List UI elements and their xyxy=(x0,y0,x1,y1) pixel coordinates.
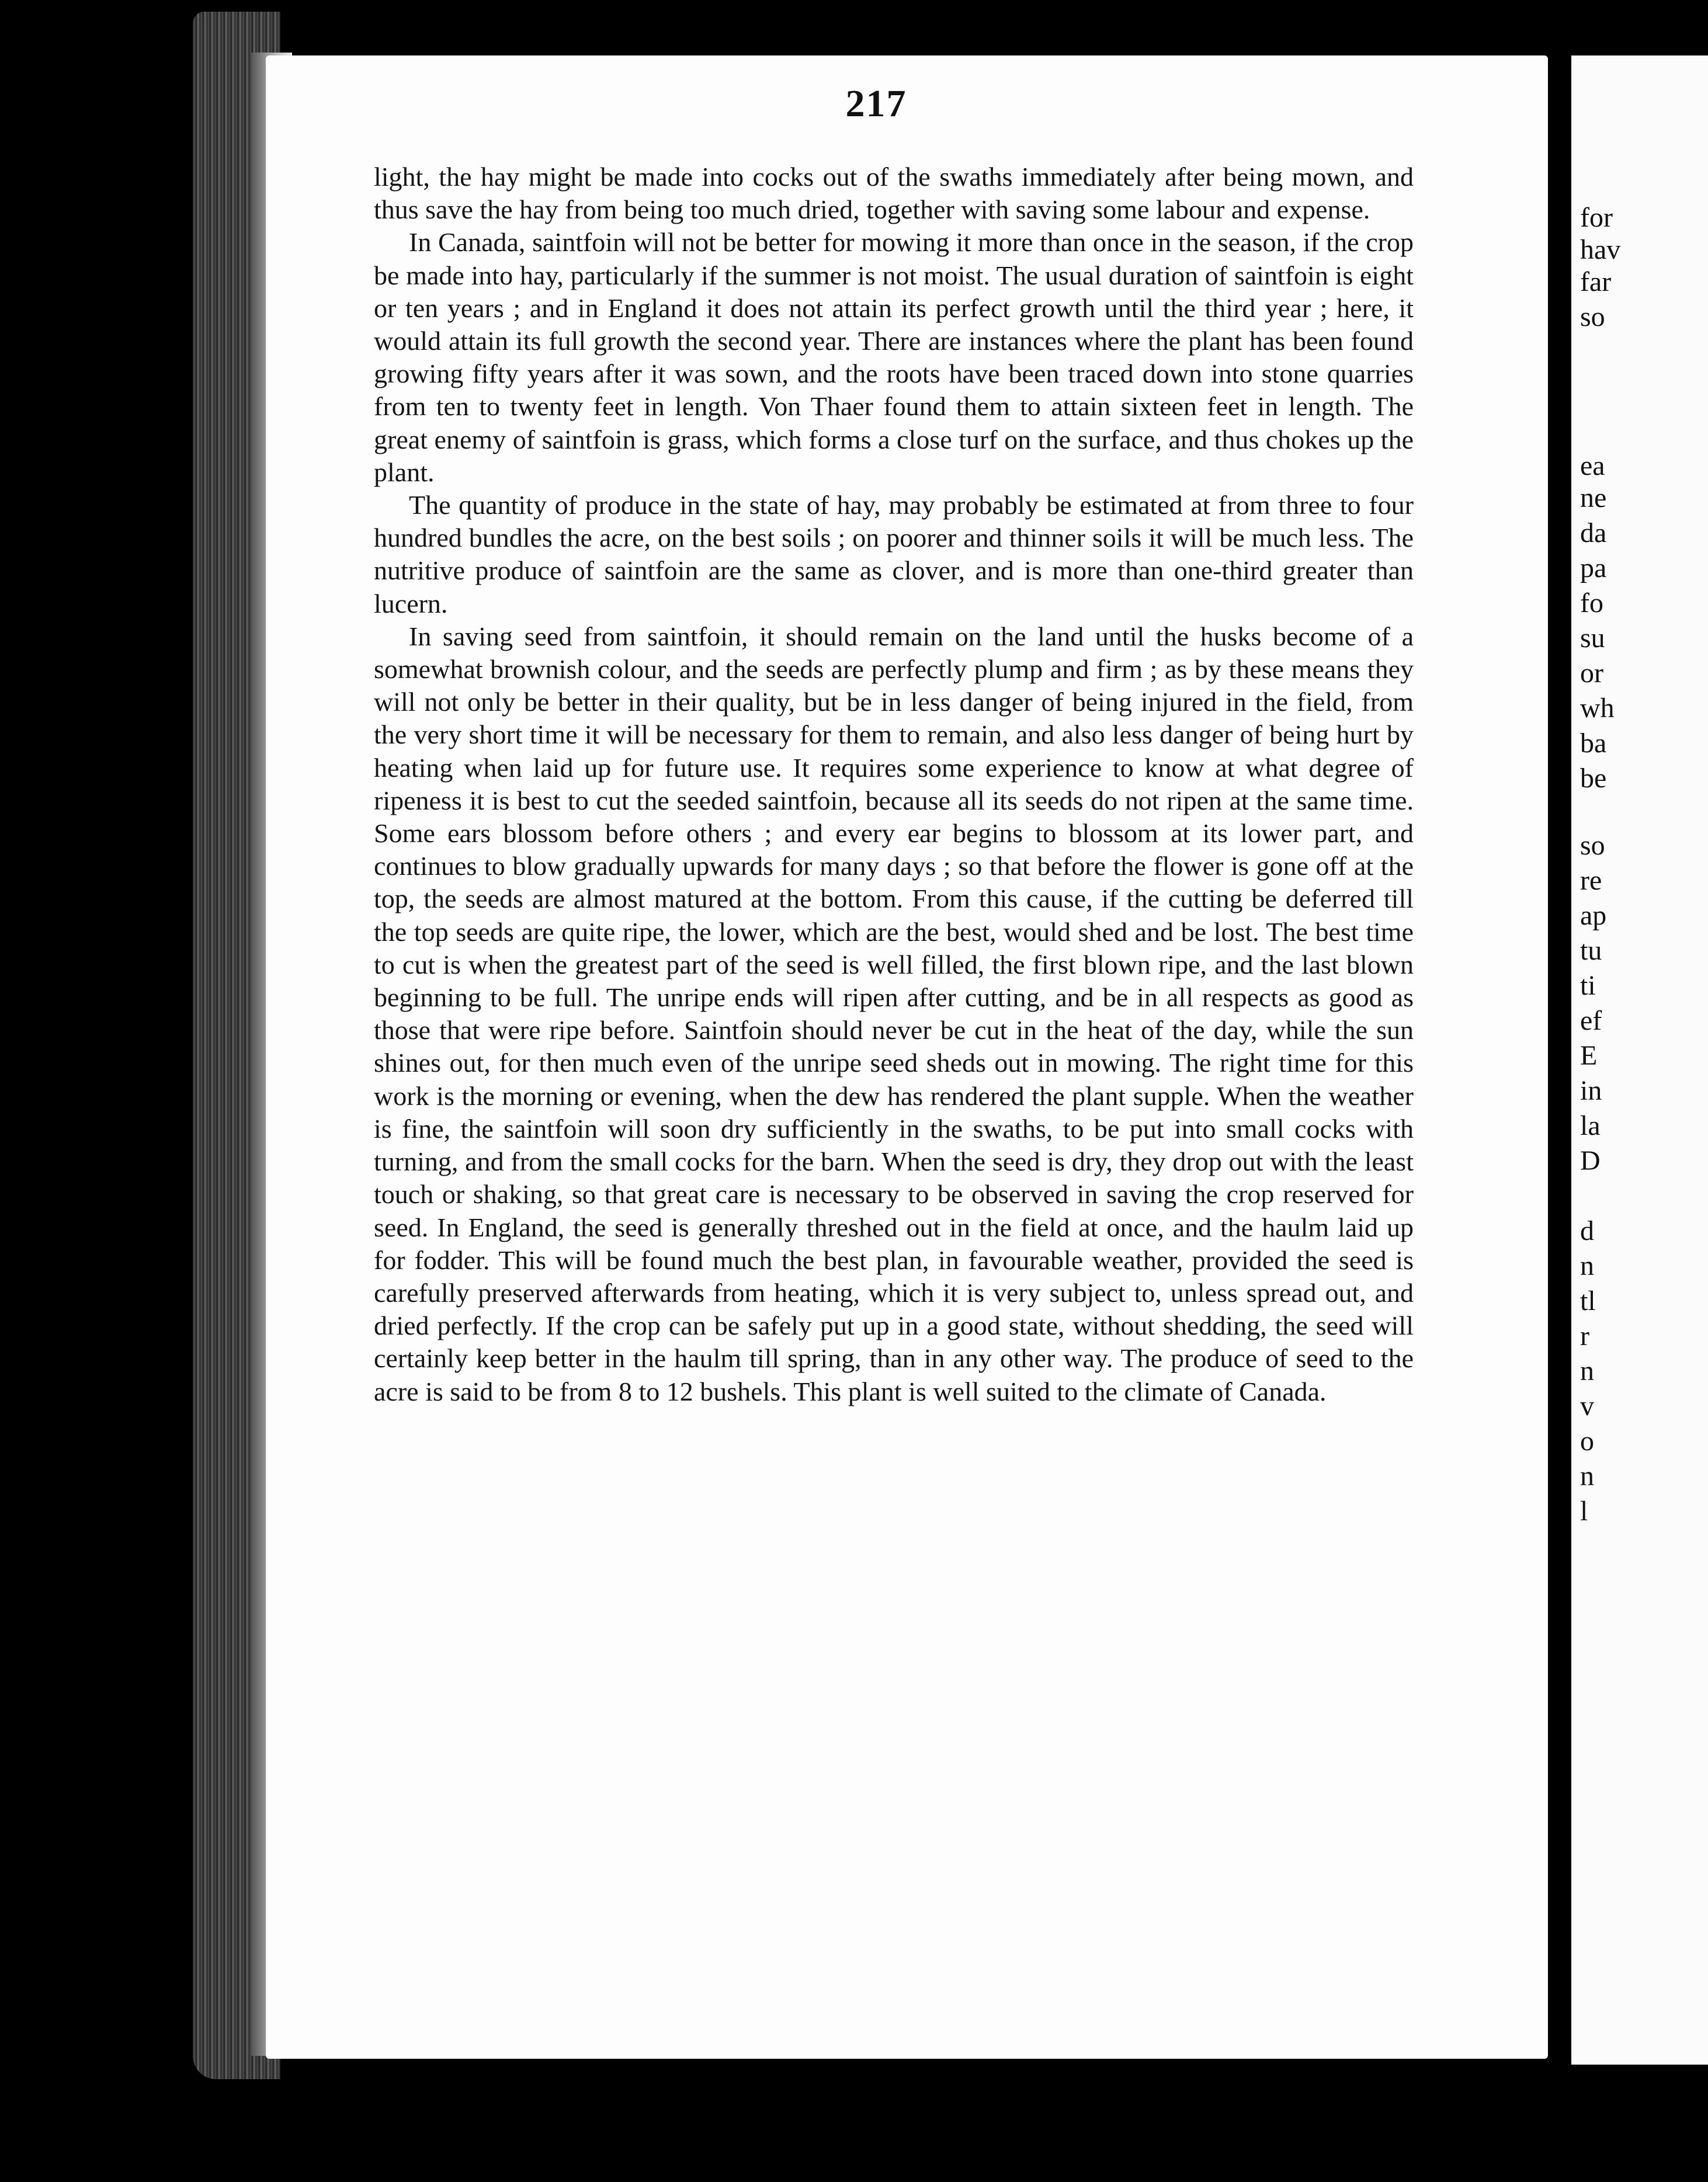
fragment: n xyxy=(1580,1250,1594,1281)
fragment: ea xyxy=(1580,450,1605,481)
fragment: in xyxy=(1580,1075,1602,1106)
fragment: da xyxy=(1580,517,1607,548)
fragment: n xyxy=(1580,1356,1594,1387)
fragment: la xyxy=(1580,1110,1601,1141)
fragment: ne xyxy=(1580,482,1607,513)
fragment: d xyxy=(1580,1215,1594,1246)
fragment: su xyxy=(1580,623,1605,654)
paragraph: The quantity of produce in the state of hay, may probably be estimated at from three to four hundred bundles the acre, on the best soils ; on poorer and thinner soils it will be much less. The nutritive produce of saintfoin are the same as clover, and is more than one-third greater than lucern. xyxy=(374,490,1414,619)
page-body-text xyxy=(374,161,1414,1408)
fragment: so xyxy=(1580,301,1605,332)
fragment: E xyxy=(1580,1040,1598,1071)
fragment: fo xyxy=(1580,588,1603,619)
fragment: far xyxy=(1580,266,1612,297)
fragment: tu xyxy=(1580,935,1602,966)
fragment: v xyxy=(1580,1391,1594,1422)
fragment: be xyxy=(1580,763,1607,794)
fragment: r xyxy=(1580,1321,1589,1351)
fragment: ti xyxy=(1580,970,1596,1001)
paragraph: In saving seed from saintfoin, it should remain on the land until the husks become of a somewhat brownish colour, and the seeds are perfectly plump and firm ; as by these means they will not only be better in their quality, but be in less danger of being injured in the field, from the very short time it will be necessary for them to remain, and also less danger of being hurt by heating when laid up for future use. It requires some experience to know at what degree of ripeness it is best to cut the seeded saintfoin, because all its seeds do not ripen at the same time. Some ears blossom before others ; and every ear begins to blossom at its lower part, and continues to blow gradually upwards for many days ; so that before the flower is gone off at the top, the seeds are almost matured at the bottom. From this cause, if the cutting be deferred till the top seeds are quite ripe, the lower, which are the best, would shed and be lost. The best time to cut is when the greatest part of the seed is well filled, the first blown ripe, and the last blown beginning to be full. The unripe ends will ripen after cutting, and be in all respects as good as those that were ripe before. Saintfoin should never be cut in the heat of the day, while the sun shines out, for then much even of the unripe seed sheds out in mowing. The right time for this work is the morning or evening, when the dew has rendered the plant supple. When the weather is fine, the saintfoin will soon dry sufficiently in the swaths, to be put into small cocks with turning, and from the small cocks for the barn. When the seed is dry, they drop out with the least touch or shaking, so that great care is necessary to be observed in saving the crop reserved for seed. In England, the seed is generally threshed out in the field at once, and the haulm laid up for fodder. This will be found much the best plan, in favourable weather, provided the seed is carefully preserved afterwards from heating, which it is very subject to, unless spread out, and dried perfectly. If the crop can be safely put up in a good state, without shedding, the seed will certainly keep better in the haulm till spring, than in any other way. The produce of seed to the acre is said to be from 8 to 12 bushels. This plant is well suited to the climate of Canada. xyxy=(374,621,1414,1406)
fragment: l xyxy=(1580,1496,1588,1527)
adjacent-page-fragments xyxy=(1580,0,1708,2182)
fragment: re xyxy=(1580,865,1602,896)
fragment: o xyxy=(1580,1426,1594,1457)
paragraph: light, the hay might be made into cocks out of the swaths immediately after being mown, and thus save the hay from being too much dried, together with saving some labour and expense. xyxy=(374,162,1414,225)
fragment: ap xyxy=(1580,900,1607,931)
fragment: ef xyxy=(1580,1005,1602,1036)
fragment: hav xyxy=(1580,234,1621,265)
fragment: ba xyxy=(1580,728,1607,759)
page-number: 217 xyxy=(845,82,907,125)
fragment: pa xyxy=(1580,553,1607,583)
fragment: D xyxy=(1580,1145,1601,1176)
fragment: tl xyxy=(1580,1285,1596,1316)
fragment: wh xyxy=(1580,693,1615,724)
fragment: so xyxy=(1580,830,1605,861)
fragment: or xyxy=(1580,658,1603,689)
paragraph: In Canada, saintfoin will not be better for mowing it more than once in the season, if the crop be made into hay, particularly if the summer is not moist. The usual duration of saintfoin is eight or ten years ; and in England it does not attain its perfect growth until the third year ; here, it would attain its full growth the second year. There are instances where the plant has been found growing fifty years after it was sown, and the roots have been traced down into stone quarries from ten to twenty feet in length. Von Thaer found them to attain sixteen feet in length. The great enemy of saintfoin is grass, which forms a close turf on the surface, and thus chokes up the plant. xyxy=(374,227,1414,487)
fragment: n xyxy=(1580,1461,1594,1492)
fragment: for xyxy=(1580,202,1613,233)
